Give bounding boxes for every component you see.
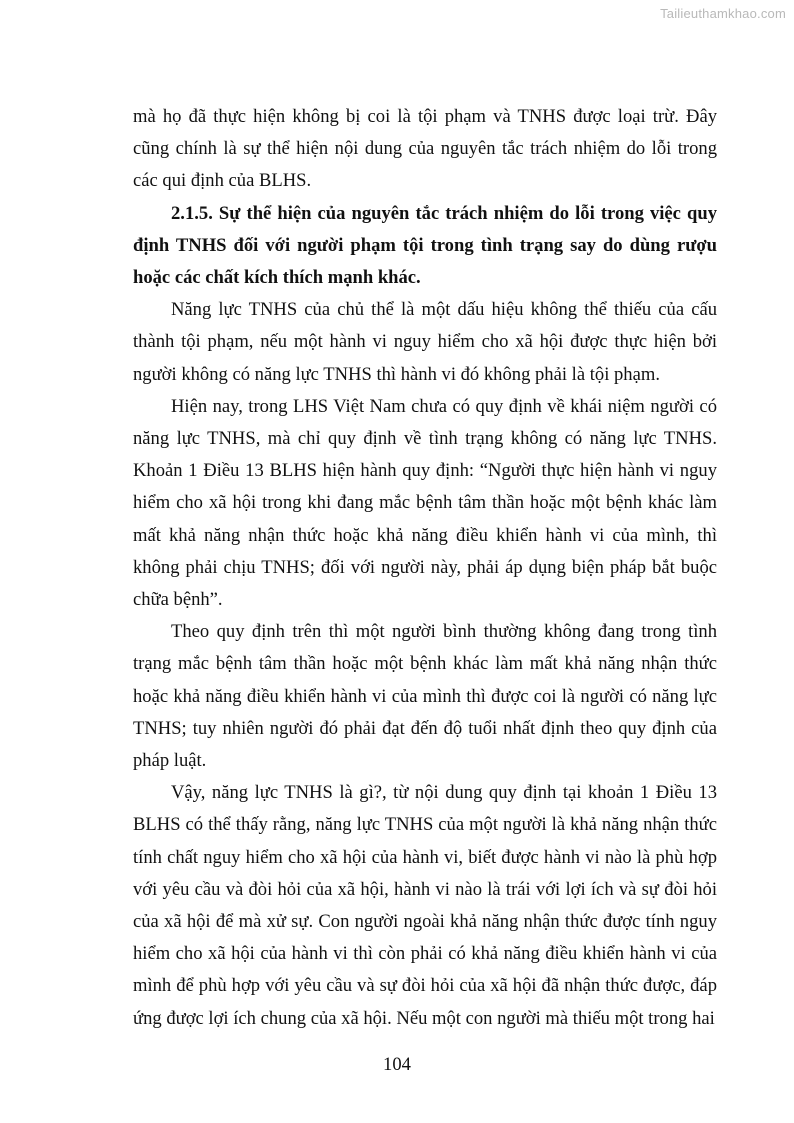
watermark: Tailieuthamkhao.com — [660, 6, 786, 21]
paragraph: Năng lực TNHS của chủ thể là một dấu hiệu không thể thiếu của cấu thành tội phạm, nếu một hành vi nguy hiểm cho xã hội được thực hiện bởi người không có năng lực TNHS thì hành vi đó không phải là tội phạm. — [133, 299, 717, 385]
paragraph: Hiện nay, trong LHS Việt Nam chưa có quy định về khái niệm người có năng lực TNHS, mà chỉ quy định về tình trạng không có năng lực TNHS. Khoản 1 Điều 13 BLHS hiện hành quy định: “Người thực hiện hành vi nguy hiểm cho xã hội trong khi đang mắc bệnh tâm thần hoặc một bệnh khác làm mất khả năng nhận thức hoặc khả năng điều khiển hành vi của mình, thì không phải chịu TNHS; đối với người này, phải áp dụng biện pháp bắt buộc chữa bệnh”. — [133, 395, 717, 611]
page-number: 104 — [383, 1054, 411, 1075]
paragraph: Theo quy định trên thì một người bình thường không đang trong tình trạng mắc bệnh tâm thần hoặc một bệnh khác làm mất khả năng nhận thức hoặc khả năng điều khiển hành vi của mình thì được coi là người có năng lực TNHS; tuy nhiên người đó phải đạt đến độ tuổi nhất định theo quy định của pháp luật. — [133, 621, 717, 772]
section-heading: 2.1.5. Sự thể hiện của nguyên tắc trách nhiệm do lỗi trong việc quy định TNHS đối với người phạm tội trong tình trạng say do dùng rượu hoặc các chất kích thích mạnh khác. — [133, 202, 717, 289]
paragraph-continuation: mà họ đã thực hiện không bị coi là tội phạm và TNHS được loại trừ. Đây cũng chính là sự thể hiện nội dung của nguyên tắc trách nhiệm do lỗi trong các qui định của BLHS. — [133, 106, 717, 192]
paragraph: Vậy, năng lực TNHS là gì?, từ nội dung quy định tại khoản 1 Điều 13 BLHS có thể thấy rằng, năng lực TNHS của một người là khả năng nhận thức tính chất nguy hiểm cho xã hội của hành vi, biết được hành vi nào là phù hợp với yêu cầu và đòi hỏi của xã hội, hành vi nào là trái với lợi ích và sự đòi hỏi của xã hội để mà xử sự. Con người ngoài khả năng nhận thức được tính nguy hiểm cho xã hội của hành vi thì còn phải có khả năng điều khiển hành vi của mình để phù hợp với yêu cầu và sự đòi hỏi của xã hội đã nhận thức được, đáp ứng được lợi ích chung của xã hội. Nếu một con người mà thiếu một trong hai — [133, 782, 717, 1029]
document-body — [133, 101, 717, 1035]
